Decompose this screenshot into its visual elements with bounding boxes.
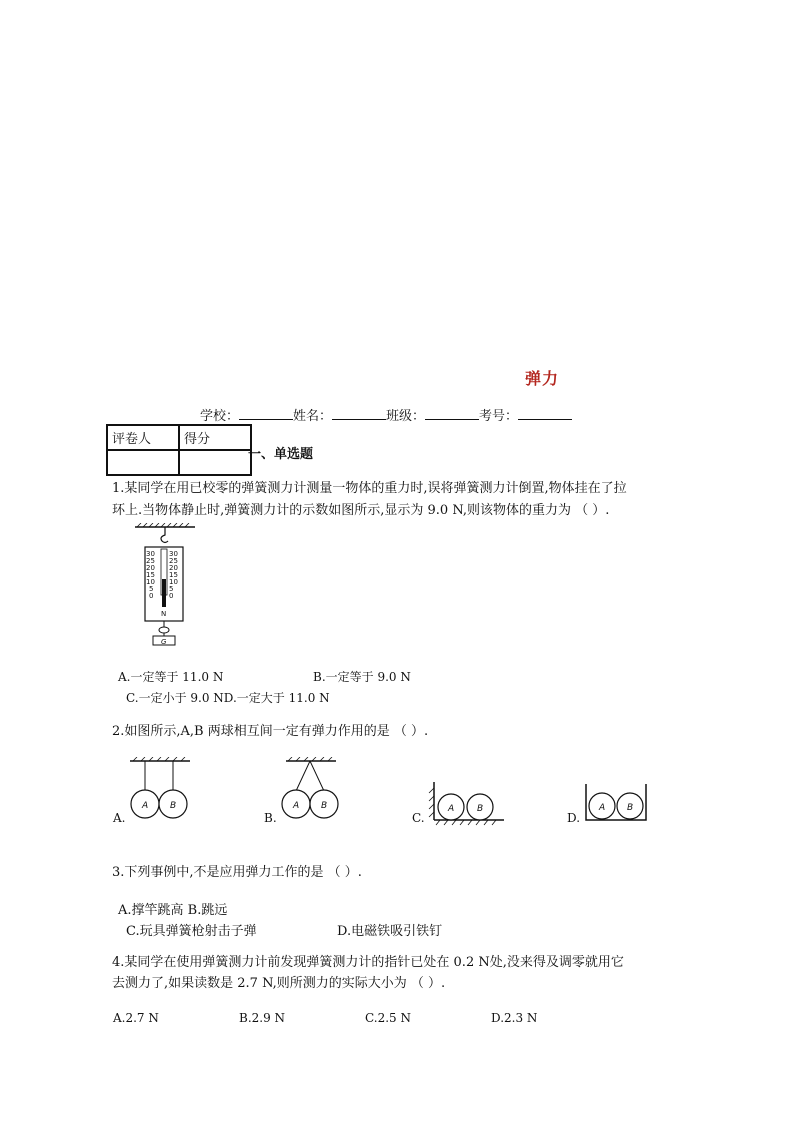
- name-label: 姓名：: [293, 409, 333, 424]
- scale-tick: 15: [169, 571, 178, 579]
- scale-tick: 30: [169, 550, 178, 558]
- q1-option-cd: C.一定小于 9.0 ND.一定大于 11.0 N: [126, 691, 330, 705]
- school-label: 学校：: [200, 409, 240, 424]
- q3-stem: 3.下列事例中,不是应用弹力工作的是 （ ）.: [112, 865, 362, 880]
- q1-option-a: A.一定等于 11.0 N: [118, 670, 224, 684]
- class-blank: [425, 407, 479, 420]
- scale-tick: 25: [169, 557, 178, 565]
- section-title: 一、单选题: [248, 447, 314, 462]
- ball-a-label: A: [599, 803, 606, 813]
- spring-scale-figure: [135, 523, 205, 648]
- name-blank: [332, 407, 386, 420]
- unit-label: N: [161, 610, 167, 618]
- scale-tick: 25: [146, 557, 155, 565]
- scale-tick: 0: [169, 592, 174, 600]
- q1-stem-line1: 1.某同学在用已校零的弹簧测力计测量一物体的重力时,误将弹簧测力计倒置,物体挂在了拉: [112, 481, 627, 496]
- q2-figure-b: [276, 757, 346, 823]
- q2-figure-d: [582, 782, 652, 824]
- scale-tick: 5: [169, 585, 174, 593]
- q3-option-c: C.玩具弹簧枪射击子弹: [126, 924, 257, 939]
- scale-tick: 20: [169, 564, 178, 572]
- scale-tick: 5: [149, 585, 154, 593]
- ball-a-label: A: [142, 801, 149, 811]
- q2-option-a-label: A.: [113, 811, 126, 825]
- q2-option-d-label: D.: [567, 811, 581, 825]
- school-blank: [239, 407, 293, 420]
- q4-option-c: C.2.5 N: [365, 1011, 411, 1025]
- q2-stem: 2.如图所示,A,B 两球相互间一定有弹力作用的是 （ ）.: [112, 724, 429, 739]
- score-header: 得分: [179, 425, 251, 450]
- page-title: 弹力: [524, 369, 559, 388]
- exam-no-label: 考号：: [479, 409, 519, 424]
- scale-tick: 0: [149, 592, 154, 600]
- q3-option-d: D.电磁铁吸引铁钉: [337, 924, 443, 939]
- q4-stem-line1: 4.某同学在使用弹簧测力计前发现弹簧测力计的指针已处在 0.2 N处,没来得及调零就用它: [112, 955, 624, 970]
- scale-tick: 10: [169, 578, 178, 586]
- ball-a-label: A: [293, 801, 300, 811]
- q2-figure-a: [125, 757, 195, 823]
- scale-tick: 30: [146, 550, 155, 558]
- scale-tick: 20: [146, 564, 155, 572]
- weight-label: G: [161, 638, 167, 646]
- q2-option-b-label: B.: [264, 811, 277, 825]
- ball-a-label: A: [448, 804, 455, 814]
- student-info-line: [200, 405, 572, 424]
- exam-no-blank: [518, 407, 572, 420]
- score-cell: [179, 450, 251, 475]
- q3-option-ab: A.撑竿跳高 B.跳远: [118, 903, 228, 918]
- scale-tick: 15: [146, 571, 155, 579]
- scale-tick: 10: [146, 578, 155, 586]
- ball-b-label: B: [477, 804, 484, 814]
- q2-option-c-label: C.: [412, 811, 425, 825]
- q4-stem-line2: 去测力了,如果读数是 2.7 N,则所测力的实际大小为 （ ）.: [112, 976, 446, 991]
- q1-stem-line2: 环上.当物体静止时,弹簧测力计的示数如图所示,显示为 9.0 N,则该物体的重力为 （ ）.: [112, 503, 610, 518]
- class-label: 班级：: [386, 409, 426, 424]
- score-table: [106, 424, 252, 476]
- q1-option-b: B.一定等于 9.0 N: [313, 670, 411, 684]
- grader-cell: [107, 450, 179, 475]
- q4-option-b: B.2.9 N: [239, 1011, 286, 1025]
- q4-option-a: A.2.7 N: [113, 1011, 159, 1025]
- q4-option-d: D.2.3 N: [491, 1011, 538, 1025]
- ball-b-label: B: [627, 803, 634, 813]
- q2-figure-c: [428, 780, 508, 826]
- grader-header: 评卷人: [107, 425, 179, 450]
- ball-b-label: B: [321, 801, 328, 811]
- ball-b-label: B: [170, 801, 177, 811]
